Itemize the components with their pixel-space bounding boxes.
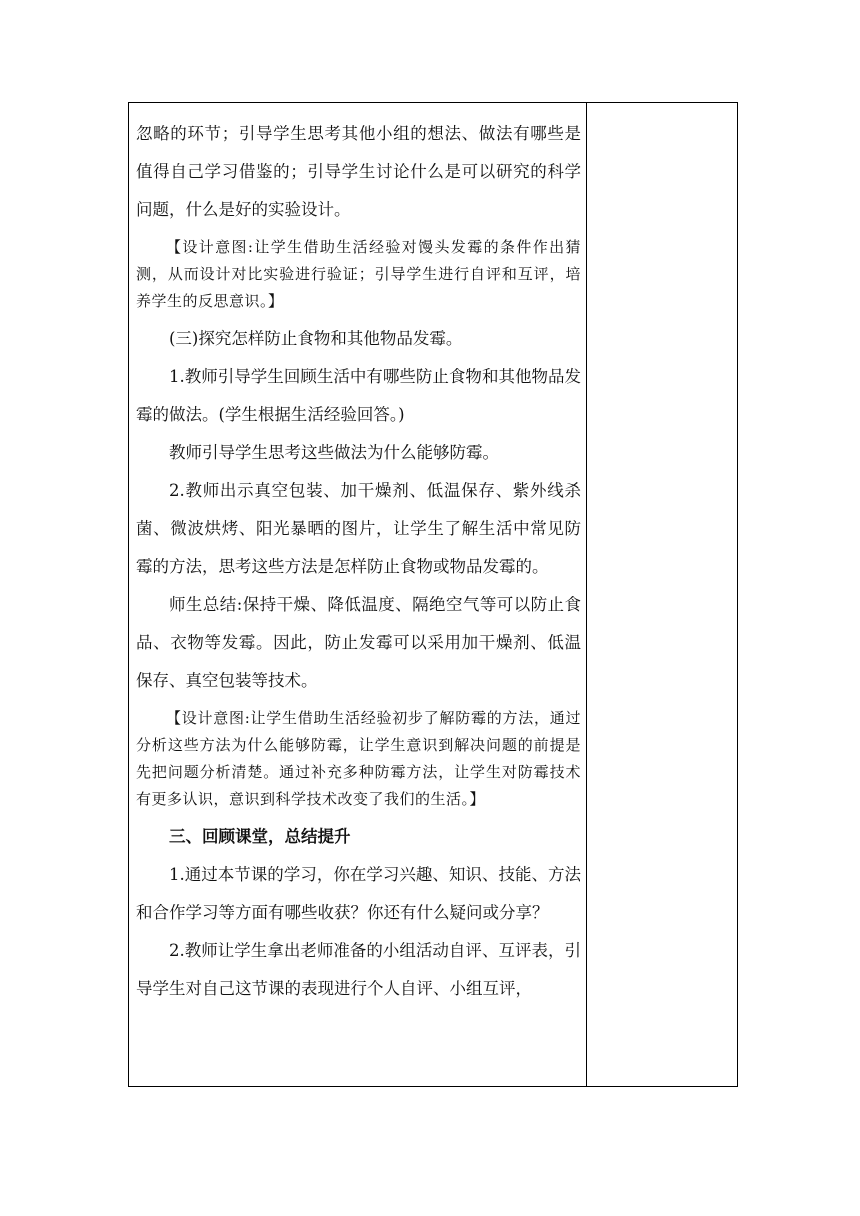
- teaching-process-cell: [136, 115, 581, 1008]
- paragraph-step-1: 1.教师引导学生回顾生活中有哪些防止食物和其他物品发霉的做法。(学生根据生活经验回答。): [136, 367, 581, 424]
- paragraph-think: 教师引导学生思考这些做法为什么能够防霉。: [169, 443, 499, 462]
- paragraph-review-1: 1.通过本节课的学习，你在学习兴趣、知识、技能、方法和合作学习等方面有哪些收获？你还有什么疑问或分享？: [136, 865, 581, 922]
- design-intent-note: 【设计意图:让学生借助生活经验初步了解防霉的方法，通过分析这些方法为什么能够防霉，让学生意识到解决问题的前提是先把问题分析清楚。通过补充多种防霉方法，让学生对防霉技术有更多认识，意识到科学技术改变了我们的生活。】: [136, 709, 581, 808]
- part-heading-review: 三、回顾课堂，总结提升: [169, 827, 351, 846]
- paragraph-continued: 忽略的环节；引导学生思考其他小组的想法、做法有哪些是值得自己学习借鉴的；引导学生讨论什么是可以研究的科学问题，什么是好的实验设计。: [136, 124, 581, 219]
- section-heading-3: (三)探究怎样防止食物和其他物品发霉。: [169, 329, 463, 348]
- paragraph-step-2: 2.教师出示真空包装、加干燥剂、低温保存、紫外线杀菌、微波烘烤、阳光暴晒的图片，让学生了解生活中常见防霉的方法，思考这些方法是怎样防止食物或物品发霉的。: [136, 481, 581, 576]
- design-intent-note: 【设计意图:让学生借助生活经验对馒头发霉的条件作出猜测，从而设计对比实验进行验证；引导学生进行自评和互评，培养学生的反思意识。】: [136, 238, 581, 310]
- column-divider: [586, 103, 587, 1086]
- paragraph-review-2: 2.教师让学生拿出老师准备的小组活动自评、互评表，引导学生对自己这节课的表现进行个人自评、小组互评，: [136, 941, 581, 998]
- lesson-table: [128, 102, 738, 1087]
- paragraph-summary: 师生总结:保持干燥、降低温度、隔绝空气等可以防止食品、衣物等发霉。因此，防止发霉可以采用加干燥剂、低温保存、真空包装等技术。: [136, 595, 581, 690]
